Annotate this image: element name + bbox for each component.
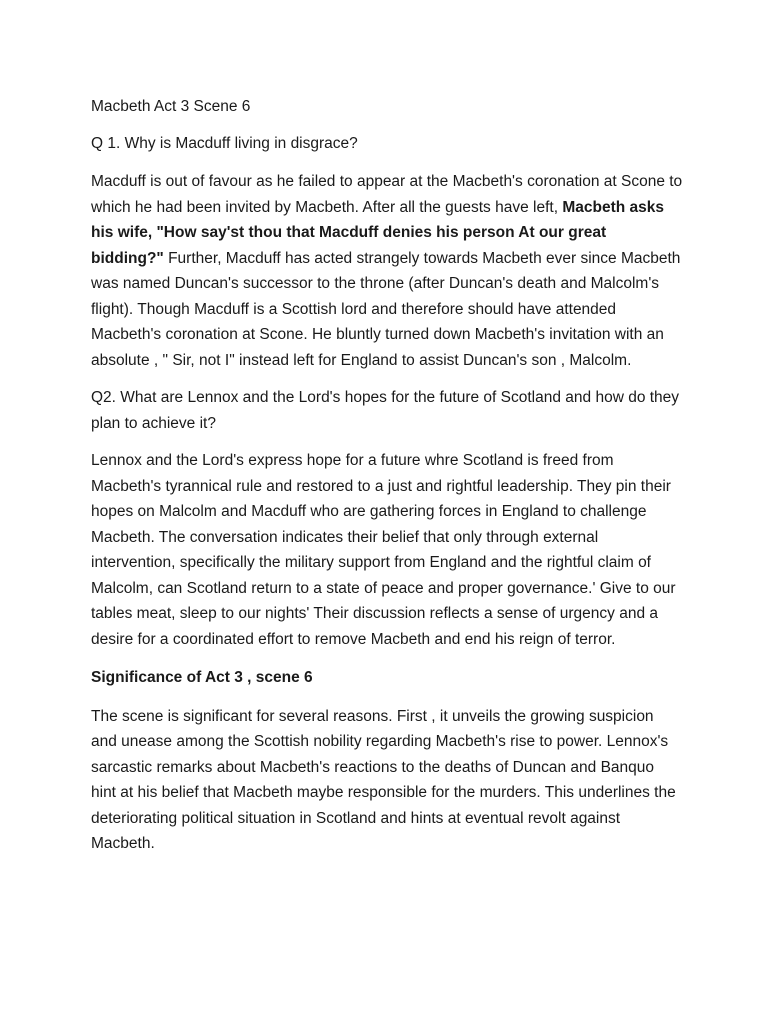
document-page (91, 94, 683, 857)
answer-1-text-end: Further, Macduff has acted strangely towards Macbeth ever since Macbeth was named Duncan's successor to the throne (after Duncan's death and Malcolm's flight). Though Macduff is a Scottish lord and therefore should have attended Macbeth's coronation at Scone. He bluntly turned down Macbeth's invitation with an absolute , " Sir, not I" instead left for England to assist Duncan's son , Malcolm. (91, 249, 681, 369)
answer-1 (91, 169, 683, 373)
question-1: Q 1. Why is Macduff living in disgrace? (91, 134, 358, 152)
question-2: Q2. What are Lennox and the Lord's hopes for the future of Scotland and how do they plan to achieve it? (91, 389, 680, 432)
document-title: Macbeth Act 3 Scene 6 (91, 98, 251, 115)
significance-body: The scene is significant for several reasons. First , it unveils the growing suspicion and unease among the Scottish nobility regarding Macbeth's rise to power. Lennox's sarcastic remarks about Macbeth's reactions to the deaths of Duncan and Banquo hint at his belief that Macbeth maybe responsible for the murders. This underlines the deteriorating political situation in Scotland and hints at eventual revolt against Macbeth. (91, 707, 676, 852)
answer-2: Lennox and the Lord's express hope for a future whre Scotland is freed from Macbeth's tyrannical rule and restored to a just and rightful leadership. They pin their hopes on Malcolm and Macduff who are gathering forces in England to challenge Macbeth. The conversation indicates their belief that only through external intervention, specifically the military support from England and the rightful claim of Malcolm, can Scotland return to a state of peace and proper governance.' Give to our tables meat, sleep to our nights' Their discussion reflects a sense of urgency and a desire for a coordinated effort to remove Macbeth and end his reign of terror. (91, 452, 676, 648)
answer-1-text-start: Macduff is out of favour as he failed to appear at the Macbeth's coronation at Scone to which he had been invited by Macbeth. After all the guests have left, (91, 173, 683, 216)
significance-heading: Significance of Act 3 , scene 6 (91, 669, 313, 686)
answer-1-bold-quote: Macbeth asks his wife, "How say'st thou that Macduff denies his person At our great bidding?" (91, 198, 664, 267)
